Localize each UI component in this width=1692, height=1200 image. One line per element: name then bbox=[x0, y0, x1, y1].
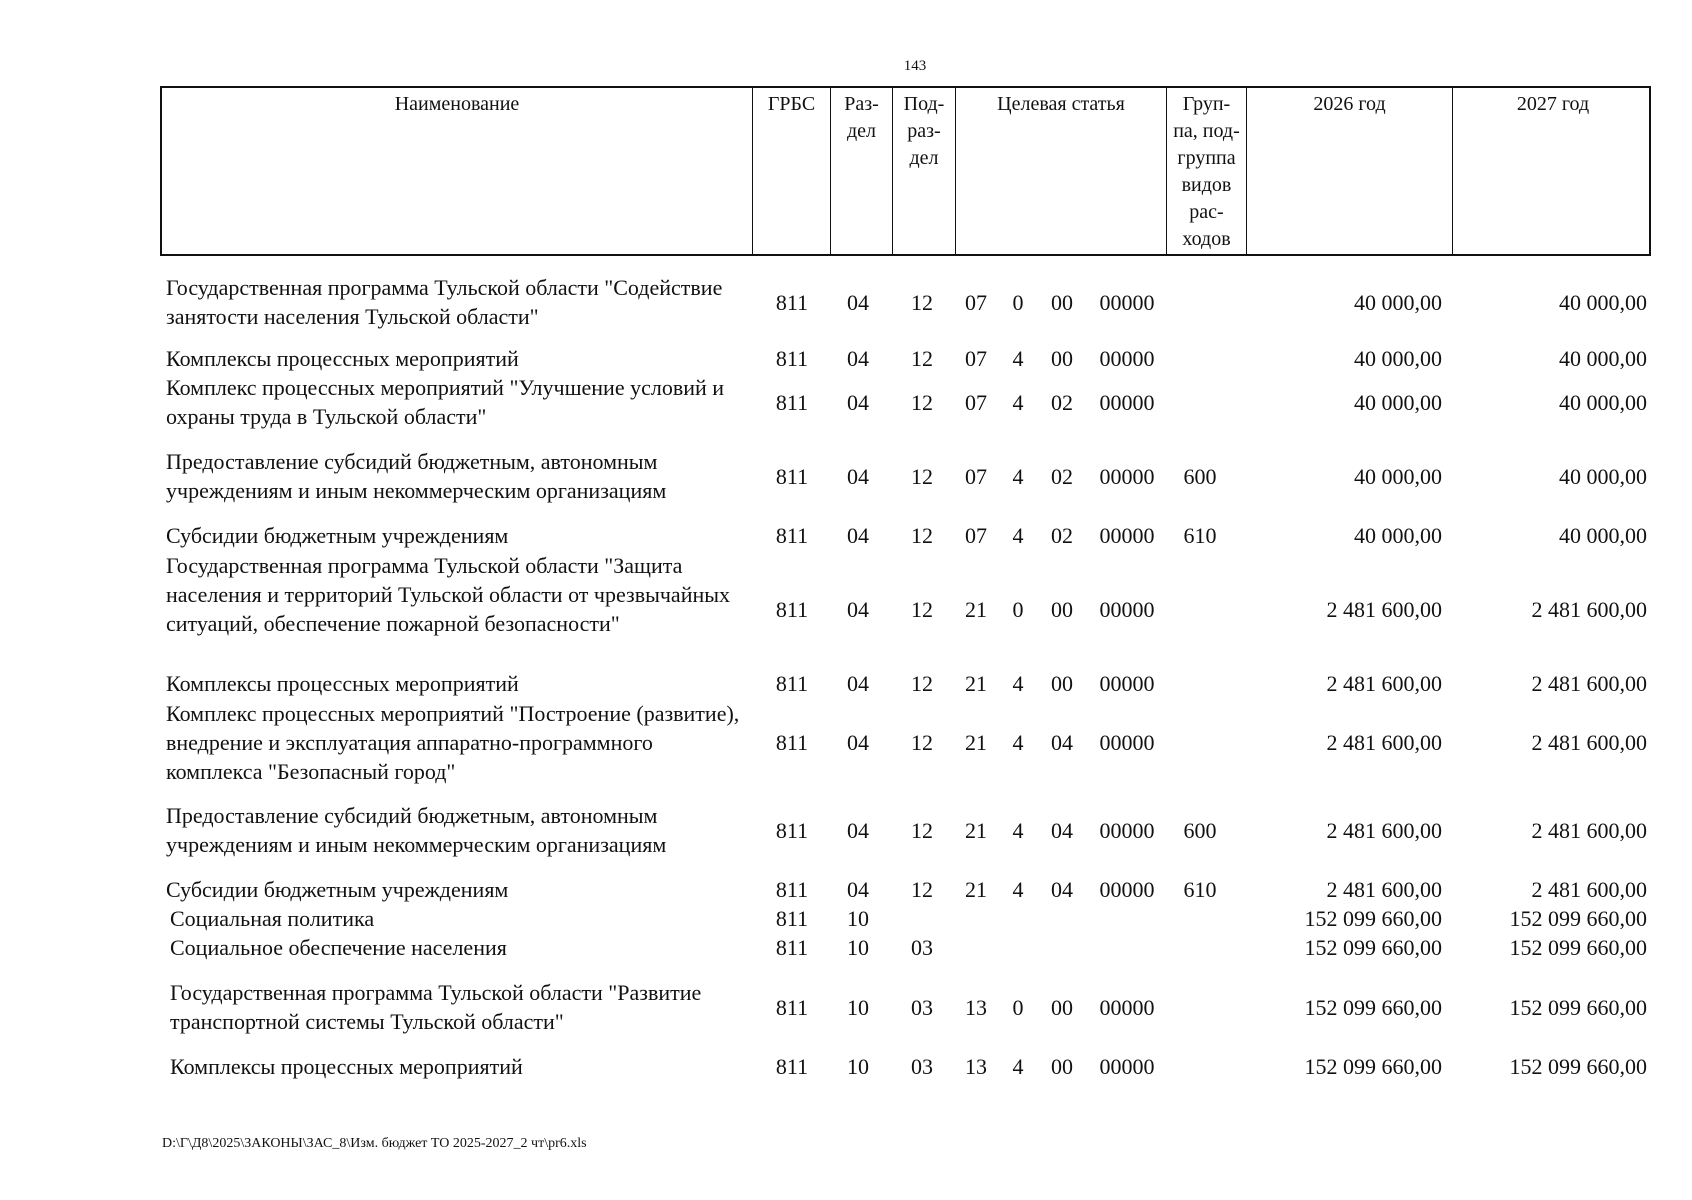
row-target-1: 21 bbox=[965, 730, 987, 755]
header-2027: 2027 год bbox=[1452, 88, 1653, 254]
row-target-4: 00000 bbox=[1099, 464, 1155, 489]
row-podrazdel: 03 bbox=[911, 995, 933, 1020]
row-podrazdel: 12 bbox=[911, 877, 933, 902]
row-target-2: 4 bbox=[1012, 1054, 1024, 1079]
row-2027: 2 481 600,00 bbox=[1531, 818, 1647, 843]
row-grbs: 811 bbox=[775, 730, 809, 755]
row-razdel: 04 bbox=[847, 730, 869, 755]
row-target-4: 00000 bbox=[1099, 671, 1155, 696]
row-grbs: 811 bbox=[775, 671, 809, 696]
row-podrazdel: 12 bbox=[911, 290, 933, 315]
table-row bbox=[0, 1052, 1692, 1081]
row-razdel: 04 bbox=[847, 671, 869, 696]
row-target-1: 21 bbox=[965, 597, 987, 622]
row-name: Субсидии бюджетным учреждениям bbox=[166, 523, 509, 548]
table-row bbox=[0, 801, 1692, 859]
row-grbs: 811 bbox=[775, 818, 809, 843]
row-razdel: 04 bbox=[847, 523, 869, 548]
row-podrazdel: 03 bbox=[911, 1054, 933, 1079]
header-name: Наименование bbox=[394, 93, 520, 115]
row-grbs: 811 bbox=[775, 523, 809, 548]
row-target-1: 07 bbox=[965, 464, 987, 489]
row-target-4: 00000 bbox=[1099, 1054, 1155, 1079]
row-group: 600 bbox=[1183, 464, 1217, 489]
row-grbs: 811 bbox=[775, 290, 809, 315]
row-target-3: 02 bbox=[1051, 523, 1073, 548]
row-podrazdel: 12 bbox=[911, 597, 933, 622]
row-2026: 152 099 660,00 bbox=[1304, 906, 1442, 931]
table-row bbox=[0, 699, 1692, 786]
row-razdel: 10 bbox=[847, 1054, 869, 1079]
row-grbs: 811 bbox=[775, 464, 809, 489]
header-razdel: Раз- дел bbox=[830, 88, 892, 254]
row-name: Субсидии бюджетным учреждениям bbox=[166, 877, 509, 902]
row-razdel: 04 bbox=[847, 390, 869, 415]
table-row bbox=[0, 669, 1692, 698]
row-2027: 152 099 660,00 bbox=[1509, 906, 1647, 931]
row-grbs: 811 bbox=[775, 390, 809, 415]
row-target-3: 04 bbox=[1051, 730, 1073, 755]
table-row bbox=[0, 875, 1692, 904]
row-2027: 152 099 660,00 bbox=[1509, 995, 1647, 1020]
row-target-2: 4 bbox=[1012, 346, 1024, 371]
row-target-3: 02 bbox=[1051, 464, 1073, 489]
row-target-3: 00 bbox=[1051, 597, 1073, 622]
row-2027: 152 099 660,00 bbox=[1509, 935, 1647, 960]
row-2026: 2 481 600,00 bbox=[1326, 877, 1442, 902]
row-2026: 152 099 660,00 bbox=[1304, 935, 1442, 960]
row-target-2: 0 bbox=[1012, 995, 1024, 1020]
row-2026: 40 000,00 bbox=[1354, 346, 1442, 371]
row-2026: 40 000,00 bbox=[1354, 464, 1442, 489]
row-target-4: 00000 bbox=[1099, 995, 1155, 1020]
row-grbs: 811 bbox=[775, 597, 809, 622]
row-2027: 2 481 600,00 bbox=[1531, 877, 1647, 902]
row-2027: 40 000,00 bbox=[1559, 346, 1647, 371]
row-name: Комплексы процессных мероприятий bbox=[166, 671, 519, 696]
row-target-1: 07 bbox=[965, 523, 987, 548]
table-row bbox=[0, 447, 1692, 505]
row-grbs: 811 bbox=[775, 935, 809, 960]
row-name: Государственная программа Тульской области "Развитие транспортной системы Тульской области" bbox=[170, 980, 702, 1034]
row-target-3: 04 bbox=[1051, 877, 1073, 902]
row-group: 600 bbox=[1183, 818, 1217, 843]
table-row bbox=[0, 344, 1692, 373]
row-group: 610 bbox=[1183, 877, 1217, 902]
table-row bbox=[0, 373, 1692, 431]
row-target-2: 4 bbox=[1012, 818, 1024, 843]
row-2027: 40 000,00 bbox=[1559, 390, 1647, 415]
row-2027: 40 000,00 bbox=[1559, 523, 1647, 548]
row-target-1: 07 bbox=[965, 390, 987, 415]
page-number: 143 bbox=[903, 58, 927, 74]
row-name: Комплекс процессных мероприятий "Улучшение условий и охраны труда в Тульской области" bbox=[166, 375, 725, 429]
row-target-4: 00000 bbox=[1099, 818, 1155, 843]
row-target-1: 21 bbox=[965, 877, 987, 902]
row-2026: 2 481 600,00 bbox=[1326, 671, 1442, 696]
row-target-1: 21 bbox=[965, 818, 987, 843]
row-target-2: 4 bbox=[1012, 464, 1024, 489]
row-name: Комплекс процессных мероприятий "Построение (развитие), внедрение и эксплуатация аппаратно-программного комплекса "Безопасный город" bbox=[166, 701, 740, 784]
row-name: Предоставление субсидий бюджетным, автономным учреждениям и иным некоммерческим организациям bbox=[166, 803, 667, 857]
row-grbs: 811 bbox=[775, 1054, 809, 1079]
row-name: Комплексы процессных мероприятий bbox=[170, 1054, 523, 1079]
row-razdel: 04 bbox=[847, 597, 869, 622]
row-2026: 2 481 600,00 bbox=[1326, 730, 1442, 755]
row-2027: 2 481 600,00 bbox=[1531, 671, 1647, 696]
row-name: Предоставление субсидий бюджетным, автономным учреждениям и иным некоммерческим организациям bbox=[166, 449, 667, 503]
row-target-4: 00000 bbox=[1099, 290, 1155, 315]
row-name: Государственная программа Тульской области "Защита населения и территорий Тульской области от чрезвычайных ситуаций, обеспечение пожарной безопасности" bbox=[166, 553, 731, 636]
row-target-1: 07 bbox=[965, 290, 987, 315]
row-target-3: 00 bbox=[1051, 346, 1073, 371]
row-grbs: 811 bbox=[775, 906, 809, 931]
row-target-2: 0 bbox=[1012, 290, 1024, 315]
row-podrazdel: 12 bbox=[911, 346, 933, 371]
row-target-2: 4 bbox=[1012, 877, 1024, 902]
row-target-1: 21 bbox=[965, 671, 987, 696]
header-grbs: ГРБС bbox=[752, 88, 830, 254]
row-podrazdel: 12 bbox=[911, 730, 933, 755]
row-group: 610 bbox=[1183, 523, 1217, 548]
header-2026: 2026 год bbox=[1246, 88, 1452, 254]
row-razdel: 10 bbox=[847, 935, 869, 960]
row-name: Социальное обеспечение населения bbox=[170, 935, 507, 960]
row-2026: 152 099 660,00 bbox=[1304, 995, 1442, 1020]
row-target-3: 00 bbox=[1051, 995, 1073, 1020]
row-podrazdel: 12 bbox=[911, 523, 933, 548]
row-grbs: 811 bbox=[775, 995, 809, 1020]
row-target-3: 00 bbox=[1051, 1054, 1073, 1079]
row-2027: 40 000,00 bbox=[1559, 464, 1647, 489]
row-2027: 2 481 600,00 bbox=[1531, 597, 1647, 622]
row-2027: 40 000,00 bbox=[1559, 290, 1647, 315]
row-2026: 2 481 600,00 bbox=[1326, 818, 1442, 843]
row-razdel: 04 bbox=[847, 877, 869, 902]
row-target-4: 00000 bbox=[1099, 597, 1155, 622]
row-target-4: 00000 bbox=[1099, 877, 1155, 902]
row-target-2: 4 bbox=[1012, 390, 1024, 415]
table-row bbox=[0, 904, 1692, 933]
row-podrazdel: 12 bbox=[911, 671, 933, 696]
row-razdel: 04 bbox=[847, 818, 869, 843]
row-2026: 40 000,00 bbox=[1354, 390, 1442, 415]
row-razdel: 04 bbox=[847, 290, 869, 315]
table-row bbox=[0, 933, 1692, 962]
header-podrazdel: Под- раз- дел bbox=[892, 88, 955, 254]
row-target-2: 4 bbox=[1012, 730, 1024, 755]
row-razdel: 04 bbox=[847, 464, 869, 489]
row-target-1: 07 bbox=[965, 346, 987, 371]
row-name: Социальная политика bbox=[170, 906, 375, 931]
table-row bbox=[0, 273, 1692, 331]
row-target-4: 00000 bbox=[1099, 346, 1155, 371]
row-target-3: 02 bbox=[1051, 390, 1073, 415]
row-target-3: 00 bbox=[1051, 290, 1073, 315]
file-path-footer: D:\Г\Д8\2025\ЗАКОНЫ\ЗАС_8\Изм. бюджет ТО 2025-2027_2 чт\pr6.xls bbox=[162, 1136, 587, 1151]
row-target-1: 13 bbox=[965, 995, 987, 1020]
row-name: Государственная программа Тульской области "Содействие занятости населения Тульской области" bbox=[166, 275, 723, 329]
row-grbs: 811 bbox=[775, 346, 809, 371]
row-grbs: 811 bbox=[775, 877, 809, 902]
table-row bbox=[0, 521, 1692, 550]
row-target-3: 04 bbox=[1051, 818, 1073, 843]
table-row bbox=[0, 551, 1692, 667]
row-razdel: 10 bbox=[847, 906, 869, 931]
row-podrazdel: 12 bbox=[911, 464, 933, 489]
row-target-4: 00000 bbox=[1099, 390, 1155, 415]
row-target-4: 00000 bbox=[1099, 730, 1155, 755]
row-target-2: 0 bbox=[1012, 597, 1024, 622]
row-2026: 152 099 660,00 bbox=[1304, 1054, 1442, 1079]
row-razdel: 10 bbox=[847, 995, 869, 1020]
row-2026: 40 000,00 bbox=[1354, 290, 1442, 315]
row-podrazdel: 12 bbox=[911, 390, 933, 415]
row-2027: 2 481 600,00 bbox=[1531, 730, 1647, 755]
header-group: Груп- па, под- группа видов рас- ходов bbox=[1166, 88, 1246, 254]
row-podrazdel: 03 bbox=[911, 935, 933, 960]
row-podrazdel: 12 bbox=[911, 818, 933, 843]
table-row bbox=[0, 978, 1692, 1036]
row-target-2: 4 bbox=[1012, 671, 1024, 696]
header-target: Целевая статья bbox=[955, 88, 1166, 254]
row-2026: 2 481 600,00 bbox=[1326, 597, 1442, 622]
row-target-1: 13 bbox=[965, 1054, 987, 1079]
row-target-3: 00 bbox=[1051, 671, 1073, 696]
row-2027: 152 099 660,00 bbox=[1509, 1054, 1647, 1079]
row-name: Комплексы процессных мероприятий bbox=[166, 346, 519, 371]
row-2026: 40 000,00 bbox=[1354, 523, 1442, 548]
row-target-2: 4 bbox=[1012, 523, 1024, 548]
row-razdel: 04 bbox=[847, 346, 869, 371]
row-target-4: 00000 bbox=[1099, 523, 1155, 548]
